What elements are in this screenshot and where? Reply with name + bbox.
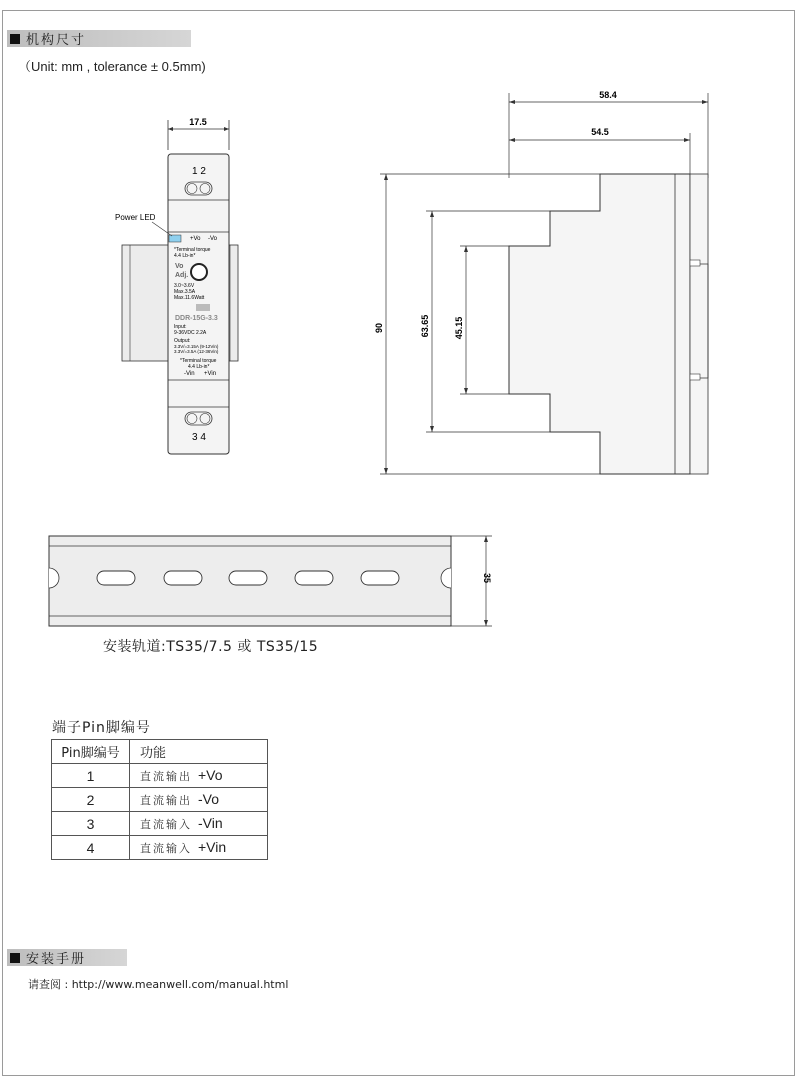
logo-mark xyxy=(196,304,210,311)
manual-link[interactable]: 请查阅 : http://www.meanwell.com/manual.html xyxy=(28,978,289,991)
pin-number: 2 xyxy=(52,788,130,812)
table-row xyxy=(52,788,268,812)
vo-label: Vo xyxy=(175,263,184,270)
plus-vin-label: +Vin xyxy=(204,371,217,377)
pin-function xyxy=(130,764,268,788)
pin-function xyxy=(130,836,268,860)
dim-90: 90 xyxy=(374,322,384,334)
output-line1: 3.3V/=3.15A (9-12Vin) xyxy=(174,344,219,349)
output-label: Output: xyxy=(174,338,191,344)
square-bullet-icon xyxy=(10,953,20,963)
function-text: 直流输出 xyxy=(140,794,192,807)
minus-vin-label: -Vin xyxy=(184,371,195,377)
dim-58-4: 58.4 xyxy=(599,90,617,100)
pin-table-header-row xyxy=(52,740,268,764)
dim-17-5: 17.5 xyxy=(189,117,207,127)
dim-63-65: 63.65 xyxy=(420,314,430,338)
input-label: Input: xyxy=(174,324,187,330)
signal-text: -Vo xyxy=(198,791,220,807)
dim-54-5: 54.5 xyxy=(591,127,609,137)
function-text: 直流输入 xyxy=(140,842,192,855)
spec-3: Max.11.6Watt xyxy=(174,295,205,301)
dim-45-15: 45.15 xyxy=(454,316,464,340)
torque-top-line2: 4.4 Lb-in* xyxy=(174,253,196,259)
torque-bot-line1: *Terminal torque xyxy=(180,358,217,364)
din-rail-drawing xyxy=(40,528,500,638)
square-bullet-icon xyxy=(10,34,20,44)
pin-number: 1 xyxy=(52,764,130,788)
pins-top-label: 1 2 xyxy=(192,166,206,177)
adj-label: Adj. xyxy=(175,272,189,279)
rail-caption: 安装轨道:TS35/7.5 或 TS35/15 xyxy=(103,639,319,655)
torque-top-line1: *Terminal torque xyxy=(174,247,211,253)
section-header-mechanical xyxy=(7,30,191,47)
signal-text: +Vin xyxy=(198,839,227,855)
adj-knob xyxy=(191,264,207,280)
pin-function xyxy=(130,812,268,836)
power-led-label: Power LED xyxy=(115,213,156,222)
pin-number: 4 xyxy=(52,836,130,860)
model-label: DDR-15G-3.3 xyxy=(175,315,218,322)
table-row xyxy=(52,764,268,788)
signal-text: -Vin xyxy=(198,815,223,831)
section-title: 机构尺寸 xyxy=(26,33,87,48)
function-text: 直流输入 xyxy=(140,818,192,831)
section-title: 安装手册 xyxy=(26,952,87,967)
plus-vo-label: +Vo xyxy=(190,236,201,242)
table-row xyxy=(52,836,268,860)
minus-vo-label: -Vo xyxy=(208,236,218,242)
header-func: 功能 xyxy=(130,740,268,764)
dim-35: 35 xyxy=(482,572,492,584)
header-pin: Pin脚编号 xyxy=(52,740,130,764)
tolerance-note: （Unit: mm , tolerance ± 0.5mm) xyxy=(18,59,206,74)
spec-1: 3.0~3.6V xyxy=(174,283,195,289)
spec-2: Max.3.5A xyxy=(174,289,196,295)
table-row xyxy=(52,812,268,836)
function-text: 直流输出 xyxy=(140,770,192,783)
pins-bottom-label: 3 4 xyxy=(192,432,206,443)
output-line2: 3.3V/=3.5A (12-36Vin) xyxy=(174,349,219,354)
input-value: 9-36VDC 2.2A xyxy=(174,330,207,336)
pin-table-title: 端子Pin脚编号 xyxy=(52,720,151,736)
pin-number: 3 xyxy=(52,812,130,836)
pin-table xyxy=(51,739,268,860)
side-view-drawing xyxy=(370,88,730,488)
power-led-indicator xyxy=(169,235,181,242)
section-header-manual xyxy=(7,949,127,966)
torque-bot-line2: 4.4 Lb-in* xyxy=(188,364,210,370)
front-view-drawing xyxy=(100,112,260,482)
signal-text: +Vo xyxy=(198,767,223,783)
pin-function xyxy=(130,788,268,812)
